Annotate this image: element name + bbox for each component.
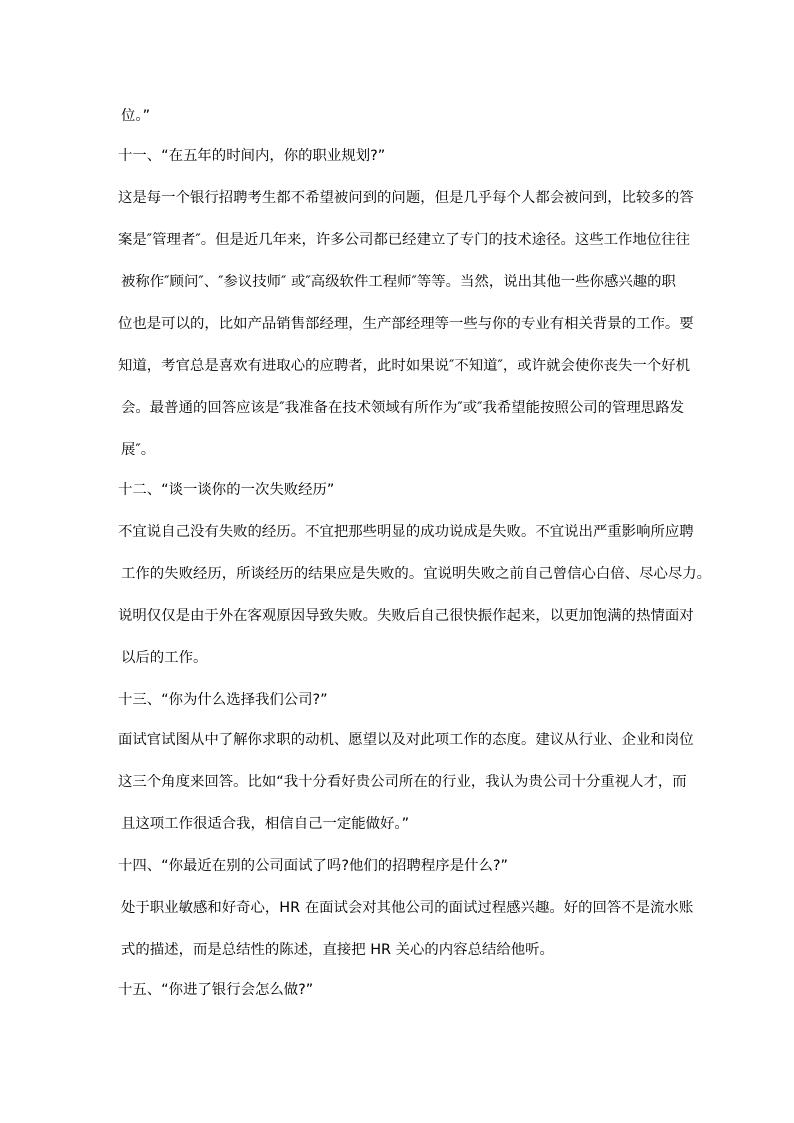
paragraph-line: 案是″管理者″。但是近几年来，许多公司都已经建立了专门的技术途径。这些工作地位往往 [118, 232, 690, 248]
paragraph-line: 展″。 [121, 442, 156, 458]
paragraph-line: 不宜说自己没有失败的经历。不宜把那些明显的成功说成是失败。不宜说出严重影响所应聘 [118, 524, 694, 540]
paragraph-line: 工作的失败经历，所谈经历的结果应是失败的。宜说明失败之前自己曾信心白倍、尽心尽力。 [121, 566, 712, 582]
paragraph-line: 位。” [121, 108, 151, 124]
paragraph-line: 会。最普通的回答应该是″我准备在技术领域有所作为″或″我希望能按照公司的管理思路发 [121, 400, 684, 416]
section-heading: 十四、“你最近在别的公司面试了吗?他们的招聘程序是什么?” [118, 858, 508, 874]
paragraph-line: 处于职业敏感和好奇心，HR 在面试会对其他公司的面试过程感兴趣。好的回答不是流水账 [121, 900, 694, 916]
section-heading: 十二、“谈一谈你的一次失败经历” [118, 482, 335, 498]
paragraph-line: 知道，考官总是喜欢有进取心的应聘者，此时如果说″不知道″，或许就会使你丧失一个好机 [118, 358, 690, 374]
paragraph-line: 说明仅仅是由于外在客观原因导致失败。失败后自己很快振作起来，以更加饱满的热情面对 [118, 608, 694, 624]
section-heading: 十三、“你为什么选择我们公司?” [118, 692, 328, 708]
paragraph-line: 这三个角度来回答。比如“我十分看好贵公司所在的行业，我认为贵公司十分重视人才，而 [118, 774, 687, 790]
paragraph-line: 以后的工作。 [121, 650, 208, 666]
section-heading: 十一、“在五年的时间内，你的职业规划?” [118, 148, 386, 164]
paragraph-line: 位也是可以的，比如产品销售部经理，生产部经理等一些与你的专业有相关背景的工作。要 [118, 316, 694, 332]
paragraph-line: 式的描述，而是总结性的陈述，直接把 HR 关心的内容总结给他听。 [121, 942, 554, 958]
paragraph-line: 这是每一个银行招聘考生都不希望被问到的问题，但是几乎每个人都会被问到，比较多的答 [118, 190, 694, 206]
paragraph-line: 面试官试图从中了解你求职的动机、愿望以及对此项工作的态度。建议从行业、企业和岗位 [118, 732, 694, 748]
paragraph-line: 被称作″顾问″、″参议技师″ 或″高级软件工程师″等等。当然，说出其他一些你感兴趣的职 [121, 274, 676, 290]
section-heading: 十五、“你进了银行会怎么做?” [118, 982, 314, 998]
paragraph-line: 且这项工作很适合我，相信自己一定能做好。” [121, 816, 410, 832]
